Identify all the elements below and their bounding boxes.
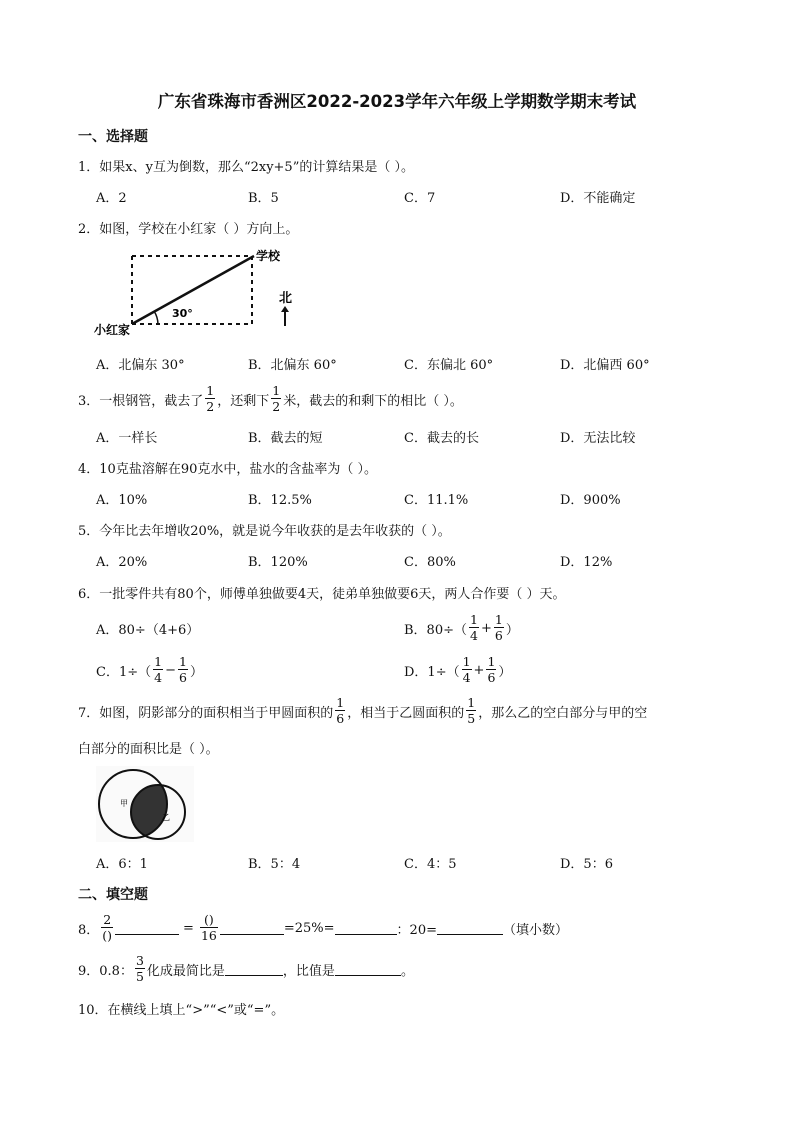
fraction-num: 1 — [272, 382, 281, 398]
fraction-den: 2 — [206, 399, 215, 414]
section-heading-fill: 二、填空题 — [78, 887, 148, 903]
question-5-option-c: C．80% — [404, 555, 456, 570]
fraction-half-1 — [205, 382, 215, 414]
fraction-num: () — [200, 914, 218, 929]
question-8-ratio: ：20= — [396, 922, 437, 938]
question-10-stem: 10．在横线上填上“>”“<”或“=”。 — [78, 1003, 285, 1018]
question-9-text-c: 。 — [400, 963, 414, 979]
question-2-option-b: B．北偏东 60° — [248, 358, 337, 373]
question-7-option-c: C．4：5 — [404, 857, 457, 872]
circles-figure — [96, 766, 194, 842]
answer-blank-3[interactable] — [335, 922, 397, 935]
question-5-option-d: D．12% — [560, 555, 613, 570]
question-1-option-b: B．5 — [248, 191, 279, 206]
question-4-option-b: B．12.5% — [248, 493, 312, 508]
answer-blank-ratio-value[interactable] — [335, 963, 401, 976]
fraction-den: 6 — [494, 628, 503, 643]
question-6-option-b — [404, 610, 519, 646]
fraction-den: 16 — [200, 928, 217, 943]
fraction-num: 1 — [154, 653, 163, 669]
fraction — [178, 653, 188, 685]
fraction-den: 4 — [470, 628, 478, 643]
question-3-option-a: A．一样长 — [96, 431, 158, 446]
question-7-text-c: ，那么乙的空白部分与甲的空 — [478, 705, 648, 721]
option-suffix: ） — [498, 664, 512, 680]
operator: − — [165, 662, 176, 678]
fraction-num: 1 — [178, 653, 187, 669]
question-1-stem: 1．如果x、y互为倒数，那么“2xy+5”的计算结果是（ ）。 — [78, 160, 414, 175]
fraction-num: 2 — [103, 911, 112, 927]
question-7-stem-line2: 白部分的面积比是（ ）。 — [78, 742, 219, 757]
fraction-den: 4 — [462, 670, 471, 685]
fraction-num: 1 — [462, 653, 471, 669]
equals-sign: = — [183, 920, 194, 936]
question-3-option-c: C．截去的长 — [404, 431, 479, 446]
question-2-option-c: C．东偏北 60° — [404, 358, 494, 373]
fraction-num: 1 — [206, 382, 215, 398]
question-1-option-d: D．不能确定 — [560, 191, 636, 206]
fraction-2-over-blank — [101, 911, 113, 943]
question-9-text-b: ，比值是 — [282, 963, 335, 979]
fraction-den: 5 — [135, 969, 144, 984]
operator: + — [480, 620, 492, 636]
operator: + — [473, 662, 485, 678]
question-1-option-a: A．2 — [96, 191, 127, 206]
school-label: 学校 — [256, 249, 281, 263]
fraction-num: 1 — [467, 694, 476, 710]
question-5-option-b: B．120% — [248, 555, 308, 570]
direction-figure — [92, 244, 312, 344]
north-label: 北 — [279, 291, 293, 306]
question-3-text-c: 米，截去的和剩下的相比（ ）。 — [283, 393, 463, 409]
question-3-text-b: ，还剩下 — [217, 393, 270, 409]
question-7-text-a: 7．如图，阴影部分的面积相当于甲圆面积的 — [78, 705, 334, 721]
option-suffix: ） — [505, 622, 519, 638]
question-8-percent: =25%= — [283, 920, 335, 936]
fraction — [153, 653, 163, 685]
question-9-text-prefix: 9．0.8： — [78, 963, 133, 979]
fraction-den: 6 — [178, 670, 187, 685]
page-title: 广东省珠海市香洲区2022-2023学年六年级上学期数学期末考试 — [157, 92, 637, 111]
fraction-half-2 — [271, 382, 281, 414]
question-6-option-d — [404, 652, 511, 688]
fraction-den: 2 — [272, 399, 281, 414]
question-4-option-a: A．10% — [96, 493, 148, 508]
section-heading-choice: 一、选择题 — [78, 129, 148, 145]
question-7-option-a: A．6：1 — [96, 857, 148, 872]
question-2-option-a: A．北偏东 30° — [96, 358, 185, 373]
fraction-three-fifths — [135, 952, 145, 984]
question-7-stem — [78, 694, 647, 728]
answer-blank-1[interactable] — [115, 922, 179, 935]
fraction-num: 1 — [487, 653, 496, 669]
fraction-den: 5 — [467, 711, 476, 726]
option-suffix: ） — [189, 664, 203, 680]
question-7-option-d: D．5：6 — [560, 857, 613, 872]
question-9-text-a: 化成最简比是 — [146, 963, 225, 979]
question-6-option-c — [96, 652, 203, 688]
fraction-num: 3 — [135, 952, 144, 968]
home-label: 小红家 — [94, 323, 131, 337]
question-3-option-d: D．无法比较 — [560, 431, 636, 446]
question-4-stem: 4．10克盐溶解在90克水中，盐水的含盐率为（ ）。 — [78, 462, 377, 477]
question-9 — [78, 950, 414, 988]
answer-blank-2[interactable] — [220, 922, 284, 935]
question-1-option-c: C．7 — [404, 191, 436, 206]
fraction-blank-over-16 — [200, 911, 218, 943]
fraction — [462, 653, 472, 685]
angle-label: 30° — [172, 307, 193, 320]
answer-blank-simplest-ratio[interactable] — [225, 963, 283, 976]
question-3-option-b: B．截去的短 — [248, 431, 323, 446]
direction-line — [132, 256, 254, 324]
question-6-option-a: A．80÷（4+6） — [96, 623, 200, 638]
fraction-one-fifth — [466, 694, 476, 726]
fraction-num: 1 — [494, 611, 503, 627]
circle-jia-label: 甲 — [120, 799, 128, 808]
question-6-stem: 6．一批零件共有80个，师傅单独做要4天，徒弟单独做要6天，两人合作要（ ）天。 — [78, 587, 566, 602]
fraction-den: () — [102, 928, 113, 943]
option-prefix: C．1÷（ — [96, 664, 152, 680]
question-3-text-a: 3．一根钢管，截去了 — [78, 393, 204, 409]
question-5-option-a: A．20% — [96, 555, 148, 570]
fraction-num: 1 — [470, 611, 478, 627]
question-7-text-b: ，相当于乙圆面积的 — [347, 705, 465, 721]
question-7-option-b: B．5：4 — [248, 857, 301, 872]
north-arrowhead-icon — [281, 306, 289, 312]
answer-blank-4[interactable] — [437, 922, 503, 935]
angle-arc — [154, 311, 158, 324]
question-2-stem: 2．如图，学校在小红家（ ）方向上。 — [78, 222, 299, 237]
fraction — [469, 611, 479, 643]
question-4-option-c: C．11.1% — [404, 493, 469, 508]
question-8-hint: （填小数） — [502, 922, 568, 938]
question-4-option-d: D．900% — [560, 493, 621, 508]
circle-yi-label: 乙 — [162, 813, 170, 822]
fraction-one-sixth — [335, 694, 345, 726]
fraction — [494, 611, 504, 643]
option-prefix: B．80÷（ — [404, 622, 467, 638]
fraction-den: 4 — [154, 670, 163, 685]
question-3-stem — [78, 382, 463, 416]
fraction-num: 1 — [336, 694, 345, 710]
question-8 — [78, 908, 568, 948]
question-8-number: 8． — [78, 922, 100, 938]
fraction-den: 6 — [336, 711, 345, 726]
question-5-stem: 5．今年比去年增收20%，就是说今年收获的是去年收获的（ ）。 — [78, 524, 451, 539]
question-2-option-d: D．北偏西 60° — [560, 358, 650, 373]
fraction-den: 6 — [487, 670, 496, 685]
fraction — [486, 653, 496, 685]
option-prefix: D．1÷（ — [404, 664, 460, 680]
